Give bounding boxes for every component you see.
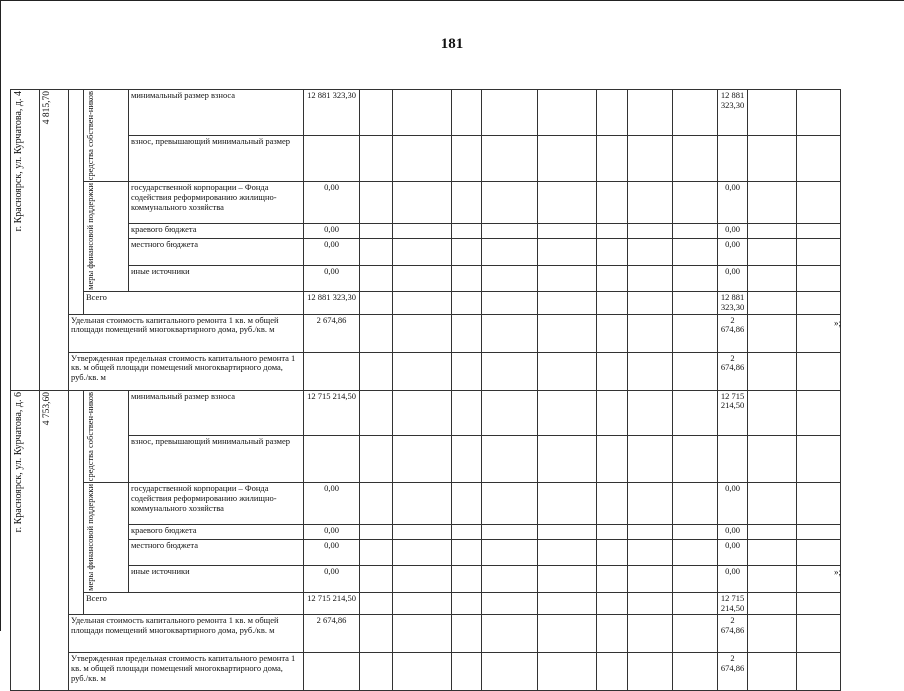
row-label: местного бюджета (129, 239, 304, 265)
row-label: Всего (84, 592, 304, 615)
table-row: Утвержденная предельная стоимость капитального ремонта 1 кв. м общей площади помещений многоквартирного дома, руб./кв. м 2 674,86 (11, 352, 841, 390)
group-owners-funds: средства собствен-ников (84, 390, 129, 482)
table-row: Удельная стоимость капитального ремонта 1 кв. м общей площади помещений многоквартирного дома, руб./кв. м 2 674,86 2 674,86 (11, 314, 841, 352)
page-border-left (0, 0, 1, 631)
group-financial-support: меры финансовой поддержки (84, 483, 129, 593)
table-row: иные источники 0,00 0,00 (11, 566, 841, 592)
block-end-mark: »; (834, 318, 842, 328)
capital-repair-table (10, 89, 841, 691)
group-financial-support: меры финансовой поддержки (84, 182, 129, 292)
table-row: Всего 12 881 323,30 12 881 323,30 (11, 292, 841, 315)
row-label: Удельная стоимость капитального ремонта 1 кв. м общей площади помещений многоквартирного дома, руб./кв. м (69, 314, 304, 352)
table-row: краевого бюджета 0,00 0,00 (11, 524, 841, 539)
row-label: государственной корпорации – Фонда содействия реформированию жилищно-коммунального хозяйства (129, 483, 304, 525)
table-row: местного бюджета 0,00 0,00 (11, 239, 841, 265)
row-label: минимальный размер взноса (129, 90, 304, 136)
amount-cell: 12 881 323,30 (304, 90, 360, 136)
table-row: местного бюджета 0,00 0,00 (11, 540, 841, 566)
row-label: Утвержденная предельная стоимость капитального ремонта 1 кв. м общей площади помещений многоквартирного дома, руб./кв. м (69, 352, 304, 390)
address-cell: г. Красноярск, ул. Курчатова, д. 6 (11, 390, 40, 691)
table-row (11, 90, 841, 136)
amount-cell: 12 715 214,50 (304, 390, 360, 436)
row-label: Утвержденная предельная стоимость капитального ремонта 1 кв. м общей площади помещений многоквартирного дома, руб./кв. м (69, 653, 304, 691)
page-border-top (0, 0, 904, 1)
row-label: иные источники (129, 265, 304, 291)
row-label: минимальный размер взноса (129, 390, 304, 436)
table-row: Удельная стоимость капитального ремонта 1 кв. м общей площади помещений многоквартирного дома, руб./кв. м 2 674,86 2 674,86 (11, 615, 841, 653)
table-row (11, 436, 841, 483)
table-row: меры финансовой поддержки государственной корпорации – Фонда содействия реформированию жилищно-коммунального хозяйства 0,00 0,00 (11, 483, 841, 525)
table-row: иные источники 0,00 0,00 (11, 265, 841, 291)
area-cell: 4 815,70 (40, 90, 69, 391)
row-label: краевого бюджета (129, 524, 304, 539)
row-label: Удельная стоимость капитального ремонта 1 кв. м общей площади помещений многоквартирного дома, руб./кв. м (69, 615, 304, 653)
table-row: меры финансовой поддержки государственной корпорации – Фонда содействия реформированию жилищно-коммунального хозяйства 0,00 0,00 (11, 182, 841, 224)
table-row: Всего 12 715 214,50 12 715 214,50 (11, 592, 841, 615)
table-row: Утвержденная предельная стоимость капитального ремонта 1 кв. м общей площади помещений многоквартирного дома, руб./кв. м 2 674,86 (11, 653, 841, 691)
row-label: местного бюджета (129, 540, 304, 566)
row-label: взнос, превышающий минимальный размер (129, 135, 304, 182)
row-label: взнос, превышающий минимальный размер (129, 436, 304, 483)
row-label: государственной корпорации – Фонда содействия реформированию жилищно-коммунального хозяйства (129, 182, 304, 224)
block-end-mark: »; (834, 567, 842, 577)
total-cell: 12 715 214,50 (718, 390, 748, 436)
total-cell: 12 881 323,30 (718, 90, 748, 136)
page-number: 181 (440, 36, 464, 52)
row-label: Всего (84, 292, 304, 315)
group-owners-funds: средства собствен-ников (84, 90, 129, 182)
row-label: краевого бюджета (129, 224, 304, 239)
row-label: иные источники (129, 566, 304, 592)
table-row (11, 390, 841, 436)
table-row (11, 135, 841, 182)
area-cell: 4 753,60 (40, 390, 69, 691)
address-cell: г. Красноярск, ул. Курчатова, д. 4 (11, 90, 40, 391)
table-row: краевого бюджета 0,00 0,00 (11, 224, 841, 239)
